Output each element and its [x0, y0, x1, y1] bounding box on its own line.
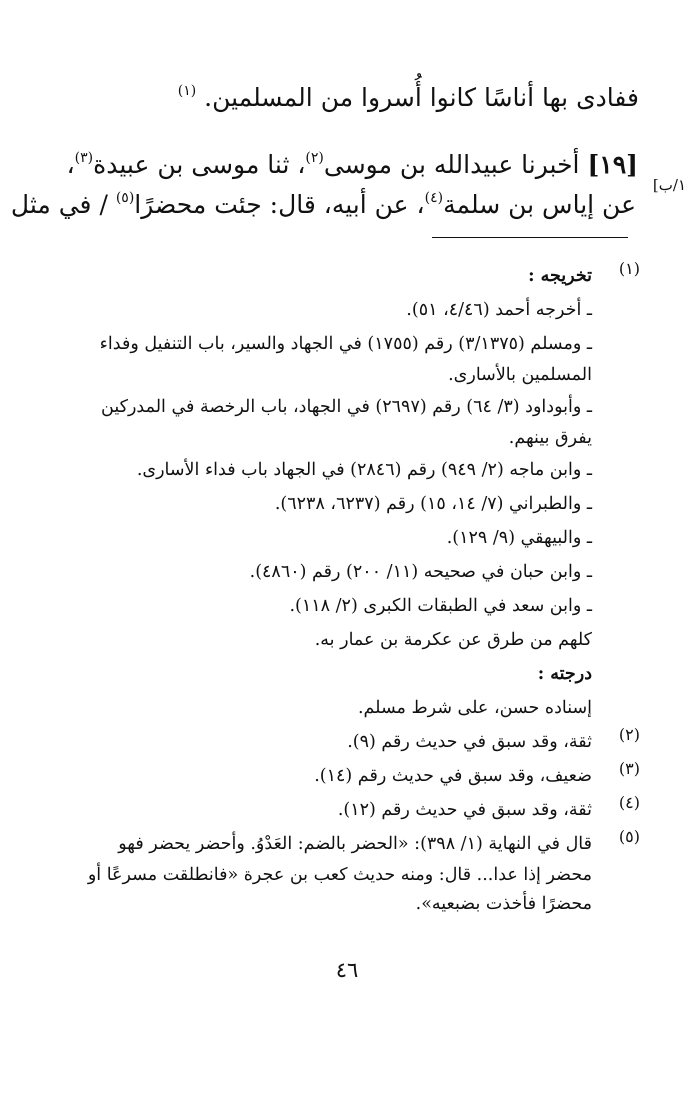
footnote-line: ـ والطبراني (٧/ ١٤، ١٥) رقم (٦٢٣٧، ٦٢٣٨).	[274, 494, 592, 514]
footnote	[40, 759, 640, 793]
footnote-ref[interactable]: (٢)	[305, 150, 324, 166]
footnote-line: ـ وابن ماجه (٢/ ٩٤٩) رقم (٢٨٤٦) في الجهاد باب فداء الأسارى.	[136, 460, 592, 480]
footnotes-section	[40, 259, 640, 919]
footnote-line: محضر إذا عدا... قال: ومنه حديث كعب بن عجرة «فانطلقت مسرعًا أو	[87, 865, 592, 885]
footnote-heading: تخريجه :	[528, 266, 592, 286]
footnote-line: ـ وابن سعد في الطبقات الكبرى (٢/ ١١٨).	[289, 596, 592, 616]
page-number: ٤٦	[335, 958, 359, 982]
hadith-number: [١٩]	[587, 150, 638, 179]
footnote-line: كلهم من طرق عن عكرمة بن عمار به.	[314, 630, 592, 650]
footnote	[40, 725, 640, 759]
footnote-line: ثقة، وقد سبق في حديث رقم (١٢).	[337, 800, 592, 820]
footnote-line: قال في النهاية (١/ ٣٩٨): «الحضر بالضم: العَدْوُ. وأحضر يحضر فهو	[118, 834, 592, 854]
footnote-line: إسناده حسن، على شرط مسلم.	[357, 698, 592, 718]
footnote-ref[interactable]: (٣)	[74, 150, 94, 166]
main-text: ، ثنا موسى بن عبيدة	[93, 150, 306, 179]
main-text: ،	[66, 150, 75, 179]
footnote-ref[interactable]: (١)	[177, 83, 197, 99]
main-text: ، عن أبيه، قال: جئت محضرًا	[134, 190, 425, 219]
manuscript-folio-note: ١/ب]	[652, 176, 686, 194]
main-text-line-1	[178, 83, 639, 113]
footnote-line: ـ وأبوداود (٣/ ٦٤) رقم (٢٦٩٧) في الجهاد، باب الرخصة في المدركين	[101, 397, 592, 417]
footnote-ref[interactable]: (٥)	[115, 190, 135, 206]
footnote-number: (٢)	[618, 725, 640, 744]
footnote-line: ثقة، وقد سبق في حديث رقم (٩).	[347, 732, 592, 752]
footnote-heading: درجته :	[537, 664, 592, 684]
main-text-line-3	[11, 190, 636, 220]
footnote-line: ـ والبيهقي (٩/ ١٢٩).	[446, 528, 592, 548]
footnote-line: ـ ومسلم (٣/١٣٧٥) رقم (١٧٥٥) في الجهاد والسير، باب التنفيل وفداء	[99, 334, 592, 354]
footnote	[40, 259, 640, 725]
footnote-line: ـ أخرجه أحمد (٤/٤٦، ٥١).	[406, 300, 592, 320]
main-text: عن إياس بن سلمة	[443, 190, 636, 219]
main-text: ففادى بها أناسًا كانوا أُسروا من المسلمين.	[204, 83, 639, 112]
footnote-number: (٣)	[618, 759, 640, 778]
footnote-line: يفرق بينهم.	[508, 428, 592, 448]
footnote	[40, 793, 640, 827]
footnote	[40, 827, 640, 919]
footnote-line: محضرًا فأخذت بضبعيه».	[415, 894, 592, 914]
footnote-line: المسلمين بالأسارى.	[448, 365, 592, 385]
main-text-line-2	[67, 150, 638, 180]
footnote-number: (٤)	[618, 793, 640, 812]
footnote-number: (٥)	[618, 827, 640, 846]
main-text: / في مثل	[10, 190, 108, 219]
footnote-line: ضعيف، وقد سبق في حديث رقم (١٤).	[314, 766, 592, 786]
main-text: أخبرنا عبيدالله بن موسى	[323, 150, 580, 179]
footnote-number: (١)	[618, 259, 640, 278]
footnote-separator	[432, 237, 628, 238]
footnote-ref[interactable]: (٤)	[424, 190, 444, 206]
footnote-line: ـ وابن حبان في صحيحه (١١/ ٢٠٠) رقم (٤٨٦٠).	[249, 562, 592, 582]
